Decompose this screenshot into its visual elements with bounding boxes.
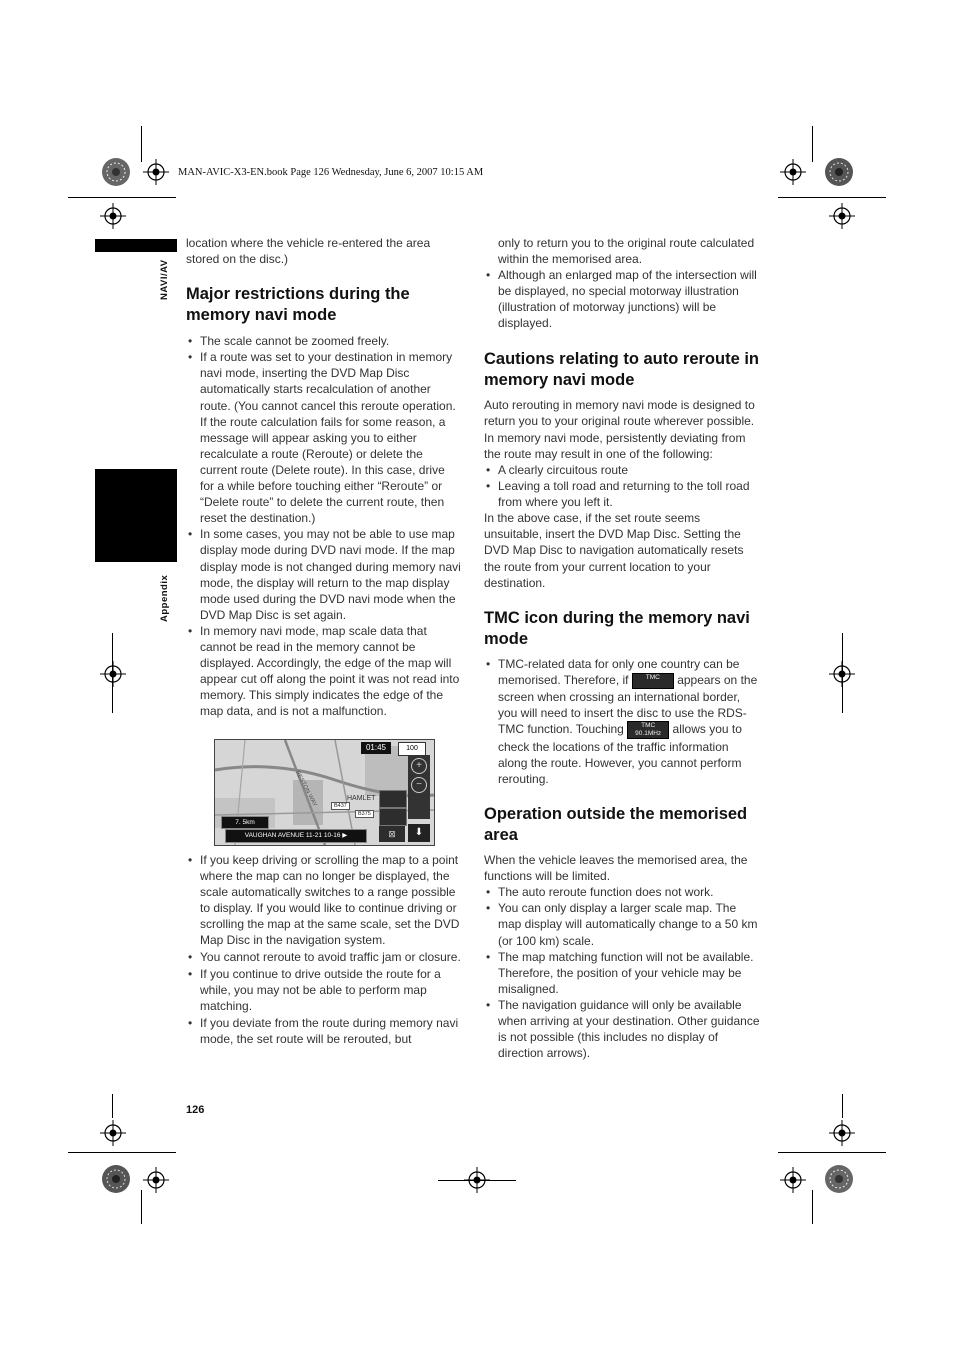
zoom-out-icon[interactable]: − — [411, 777, 427, 793]
continued-list — [484, 235, 760, 332]
list-item: • The scale cannot be zoomed freely. — [186, 333, 461, 349]
intro-paragraph: location where the vehicle re-entered the area stored on the disc.) — [186, 236, 431, 267]
page-number: 126 — [186, 1104, 205, 1116]
tmc-list — [484, 656, 760, 787]
scale-indicator: 100 — [398, 742, 426, 756]
list-item: • If a route was set to your destination in memory navi mode, inserting the DVD Map Disc automatically starts recalculation of another route. (You cannot cancel this reroute operation. If the route calculation fails for some reason, a message will appear asking you to either recalculate a route (Reroute) or delete the current route (Delete route). In this case, drive for a while before touching either “Reroute” or “Delete route” to delete the current route, then reset the destination.) — [186, 349, 461, 526]
left-column-lower — [186, 852, 461, 1047]
registration-mark-icon — [100, 203, 126, 229]
cautions-paragraph: In the above case, if the set route seems unsuitable, insert the DVD Map Disc. Setting the DVD Map Disc to navigation automatically resets the route from your current location to your destination. — [484, 511, 744, 590]
color-wheel-icon — [101, 1164, 131, 1194]
list-item: • You cannot reroute to avoid traffic jam or closure. — [186, 949, 461, 965]
list-item: • The navigation guidance will only be available when arriving at your destination. Other guidance is not possible (this includes no display of direction arrows). — [484, 997, 760, 1061]
book-header: MAN-AVIC-X3-EN.book Page 126 Wednesday, June 6, 2007 10:15 AM — [178, 167, 484, 178]
tmc-text: TMC-related data for only one country can be memorised. Therefore, if — [498, 656, 740, 687]
list-item-continued: only to return you to the original route calculated within the memorised area. — [498, 236, 755, 267]
major-list — [186, 333, 461, 719]
navigation-screen-image — [214, 739, 435, 846]
registration-mark-icon — [780, 159, 806, 185]
tmc-unavailable-icon — [632, 673, 674, 689]
tmc-icon-label: TMC — [641, 721, 656, 729]
clock-display: 01:45 — [361, 742, 391, 754]
list-item: • In memory navi mode, map scale data that cannot be read in the memory cannot be displayed. Accordingly, the edge of the map will appear cut off along the point it was not read into memory. This simply indicates the edge of the map data, and is not a malfunction. — [186, 623, 461, 720]
list-item: • If you continue to drive outside the route for a while, you may not be able to perform map matching. — [186, 966, 461, 1014]
list-item: • A clearly circuitous route — [484, 462, 760, 478]
operation-paragraph: When the vehicle leaves the memorised area, the functions will be limited. — [484, 853, 748, 884]
registration-mark-icon — [780, 1167, 806, 1193]
cautions-paragraph: In memory navi mode, persistently deviating from the route may result in one of the following: — [484, 430, 746, 461]
side-tab-appendix: Appendix — [159, 574, 170, 622]
registration-mark-icon — [829, 1120, 855, 1146]
distance-box: 7. 5km — [221, 816, 269, 829]
list-item: • In some cases, you may not be able to use map display mode during DVD navi mode. If the map display mode is not changed during memory navi mode, the display will return to the map display mode used during the DVD navi mode when the DVD Map Disc is set again. — [186, 526, 461, 623]
play-icon: ▶ — [342, 832, 348, 839]
registration-mark-icon — [100, 661, 126, 687]
cautions-list — [484, 462, 760, 510]
more-list — [186, 852, 461, 1047]
tmc-text: allows you to check the locations of the traffic information along the route. However, you cannot perform rerouting. — [498, 721, 742, 786]
heading-operation-outside: Operation outside the memorised area — [484, 805, 748, 845]
list-item: • If you keep driving or scrolling the map to a point where the map can no longer be displayed, the scale automatically switches to a range possible to display. If you would like to continue driving or scrolling the map at the same scale, set the DVD Map Disc in the navigation system. — [186, 852, 461, 949]
registration-mark-icon — [829, 203, 855, 229]
road-number-tag: B375 — [355, 810, 374, 818]
side-tab-block — [95, 469, 177, 562]
guide-button[interactable] — [379, 790, 407, 808]
list-item: • Although an enlarged map of the intersection will be displayed, no special motorway illustration (illustration of motorway junctions) will be displayed. — [484, 267, 760, 331]
zoom-in-icon[interactable]: + — [411, 758, 427, 774]
street-name: VAUGHAN AVENUE 11-21 10-16 — [244, 832, 341, 839]
down-arrow-icon[interactable]: ⬇ — [408, 824, 430, 842]
side-tab-navi-av: NAVI/AV — [159, 259, 170, 300]
cautions-paragraph: Auto rerouting in memory navi mode is designed to return you to your original route wherever possible. — [484, 397, 755, 428]
right-column — [484, 235, 760, 1061]
tmc-text: appears on the screen when crossing an international border, you will need to insert the disc to use the RDS-TMC function. Touching — [498, 672, 758, 736]
list-item — [484, 656, 760, 787]
color-wheel-icon — [824, 157, 854, 187]
operation-list — [484, 884, 760, 1061]
street-name-bar — [225, 829, 367, 843]
registration-mark-icon — [143, 159, 169, 185]
tmc-icon-frequency: 90.1MHz — [635, 729, 662, 737]
tmc-frequency-icon[interactable] — [627, 721, 669, 739]
list-item: • You can only display a larger scale map. The map display will automatically change to a 50 km (or 100 km) scale. — [484, 900, 760, 948]
color-wheel-icon — [824, 1164, 854, 1194]
list-item: • The auto reroute function does not work. — [484, 884, 760, 900]
side-tab-bar — [95, 239, 177, 252]
heading-tmc: TMC icon during the memory navi mode — [484, 608, 750, 648]
color-wheel-icon — [101, 157, 131, 187]
side-road-label: RESTON WAY — [293, 770, 318, 808]
zoom-buttons-panel — [408, 755, 430, 819]
registration-mark-icon — [143, 1167, 169, 1193]
heading-cautions: Cautions relating to auto reroute in memory navi mode — [484, 349, 760, 389]
registration-mark-icon — [100, 1120, 126, 1146]
heading-major-restrictions: Major restrictions during the memory navi mode — [186, 285, 410, 325]
tmc-icon-label: TMC — [645, 673, 660, 681]
road-number-tag: B437 — [331, 802, 350, 810]
route-button[interactable] — [379, 808, 407, 826]
road-label: HAMLET — [347, 795, 376, 802]
close-icon[interactable]: ⊠ — [379, 826, 405, 842]
left-column — [186, 235, 461, 719]
list-item: • The map matching function will not be available. Therefore, the position of your vehicle may be misaligned. — [484, 949, 760, 997]
list-item: • If you deviate from the route during memory navi mode, the set route will be rerouted, but — [186, 1015, 461, 1047]
list-item: • Leaving a toll road and returning to the toll road from where you left it. — [484, 478, 760, 510]
